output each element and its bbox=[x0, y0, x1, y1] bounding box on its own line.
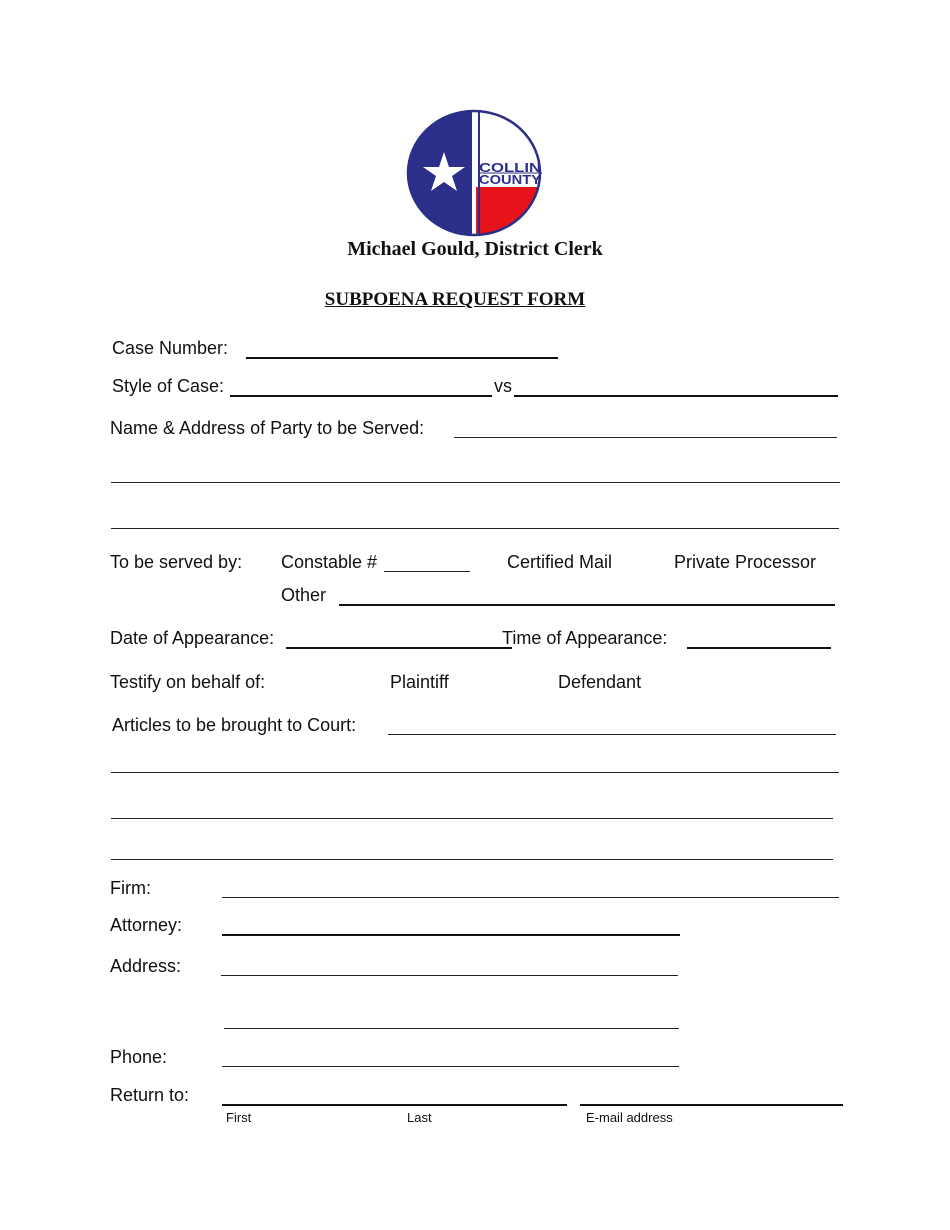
return-to-email-field[interactable] bbox=[580, 1104, 843, 1106]
attorney-field[interactable] bbox=[222, 934, 680, 936]
firm-label: Firm: bbox=[110, 878, 151, 898]
other-option[interactable]: Other bbox=[281, 585, 327, 605]
form-title: SUBPOENA REQUEST FORM bbox=[324, 289, 586, 310]
phone-field[interactable] bbox=[222, 1066, 679, 1067]
phone-label: Phone: bbox=[110, 1047, 168, 1067]
testify-behalf-label: Testify on behalf of: bbox=[110, 672, 266, 692]
logo-line-1: COLLIN bbox=[479, 161, 541, 175]
case-number-label: Case Number: bbox=[112, 338, 229, 358]
articles-label: Articles to be brought to Court: bbox=[112, 715, 357, 735]
style-of-case-vs-field[interactable] bbox=[514, 395, 838, 397]
articles-field[interactable] bbox=[388, 734, 836, 735]
vs-label: vs bbox=[494, 376, 512, 396]
address-field[interactable] bbox=[221, 975, 678, 976]
date-of-appearance-field[interactable] bbox=[286, 647, 512, 649]
last-name-caption: Last bbox=[407, 1110, 432, 1125]
certified-mail-option[interactable]: Certified Mail bbox=[507, 552, 613, 572]
party-served-field[interactable] bbox=[454, 437, 837, 438]
constable-number-field[interactable] bbox=[384, 571, 470, 572]
plaintiff-option[interactable]: Plaintiff bbox=[390, 672, 449, 692]
articles-line-4[interactable] bbox=[111, 859, 833, 860]
party-served-line-2[interactable] bbox=[111, 482, 840, 483]
time-of-appearance-field[interactable] bbox=[687, 647, 831, 649]
other-field[interactable] bbox=[339, 604, 835, 606]
date-of-appearance-label: Date of Appearance: bbox=[110, 628, 275, 648]
address-label: Address: bbox=[110, 956, 182, 976]
served-by-label: To be served by: bbox=[110, 552, 243, 572]
articles-line-3[interactable] bbox=[111, 818, 833, 819]
case-number-field[interactable] bbox=[246, 357, 558, 359]
logo-line-2: COUNTY bbox=[479, 173, 542, 187]
attorney-label: Attorney: bbox=[110, 915, 183, 935]
party-served-label: Name & Address of Party to be Served: bbox=[110, 418, 425, 438]
style-of-case-field[interactable] bbox=[230, 395, 492, 397]
first-name-caption: First bbox=[226, 1110, 252, 1125]
constable-option[interactable]: Constable # bbox=[281, 552, 378, 572]
collin-county-logo bbox=[406, 109, 544, 237]
time-of-appearance-label: Time of Appearance: bbox=[502, 628, 668, 648]
private-processor-option[interactable]: Private Processor bbox=[674, 552, 817, 572]
firm-field[interactable] bbox=[222, 897, 839, 898]
style-of-case-label: Style of Case: bbox=[112, 376, 225, 396]
address-line-2[interactable] bbox=[224, 1028, 679, 1029]
email-caption: E-mail address bbox=[586, 1110, 673, 1125]
return-to-name-field[interactable] bbox=[222, 1104, 567, 1106]
clerk-name: Michael Gould, District Clerk bbox=[347, 238, 603, 260]
party-served-line-3[interactable] bbox=[111, 528, 839, 529]
articles-line-2[interactable] bbox=[111, 772, 839, 773]
return-to-label: Return to: bbox=[110, 1085, 190, 1105]
defendant-option[interactable]: Defendant bbox=[558, 672, 642, 692]
